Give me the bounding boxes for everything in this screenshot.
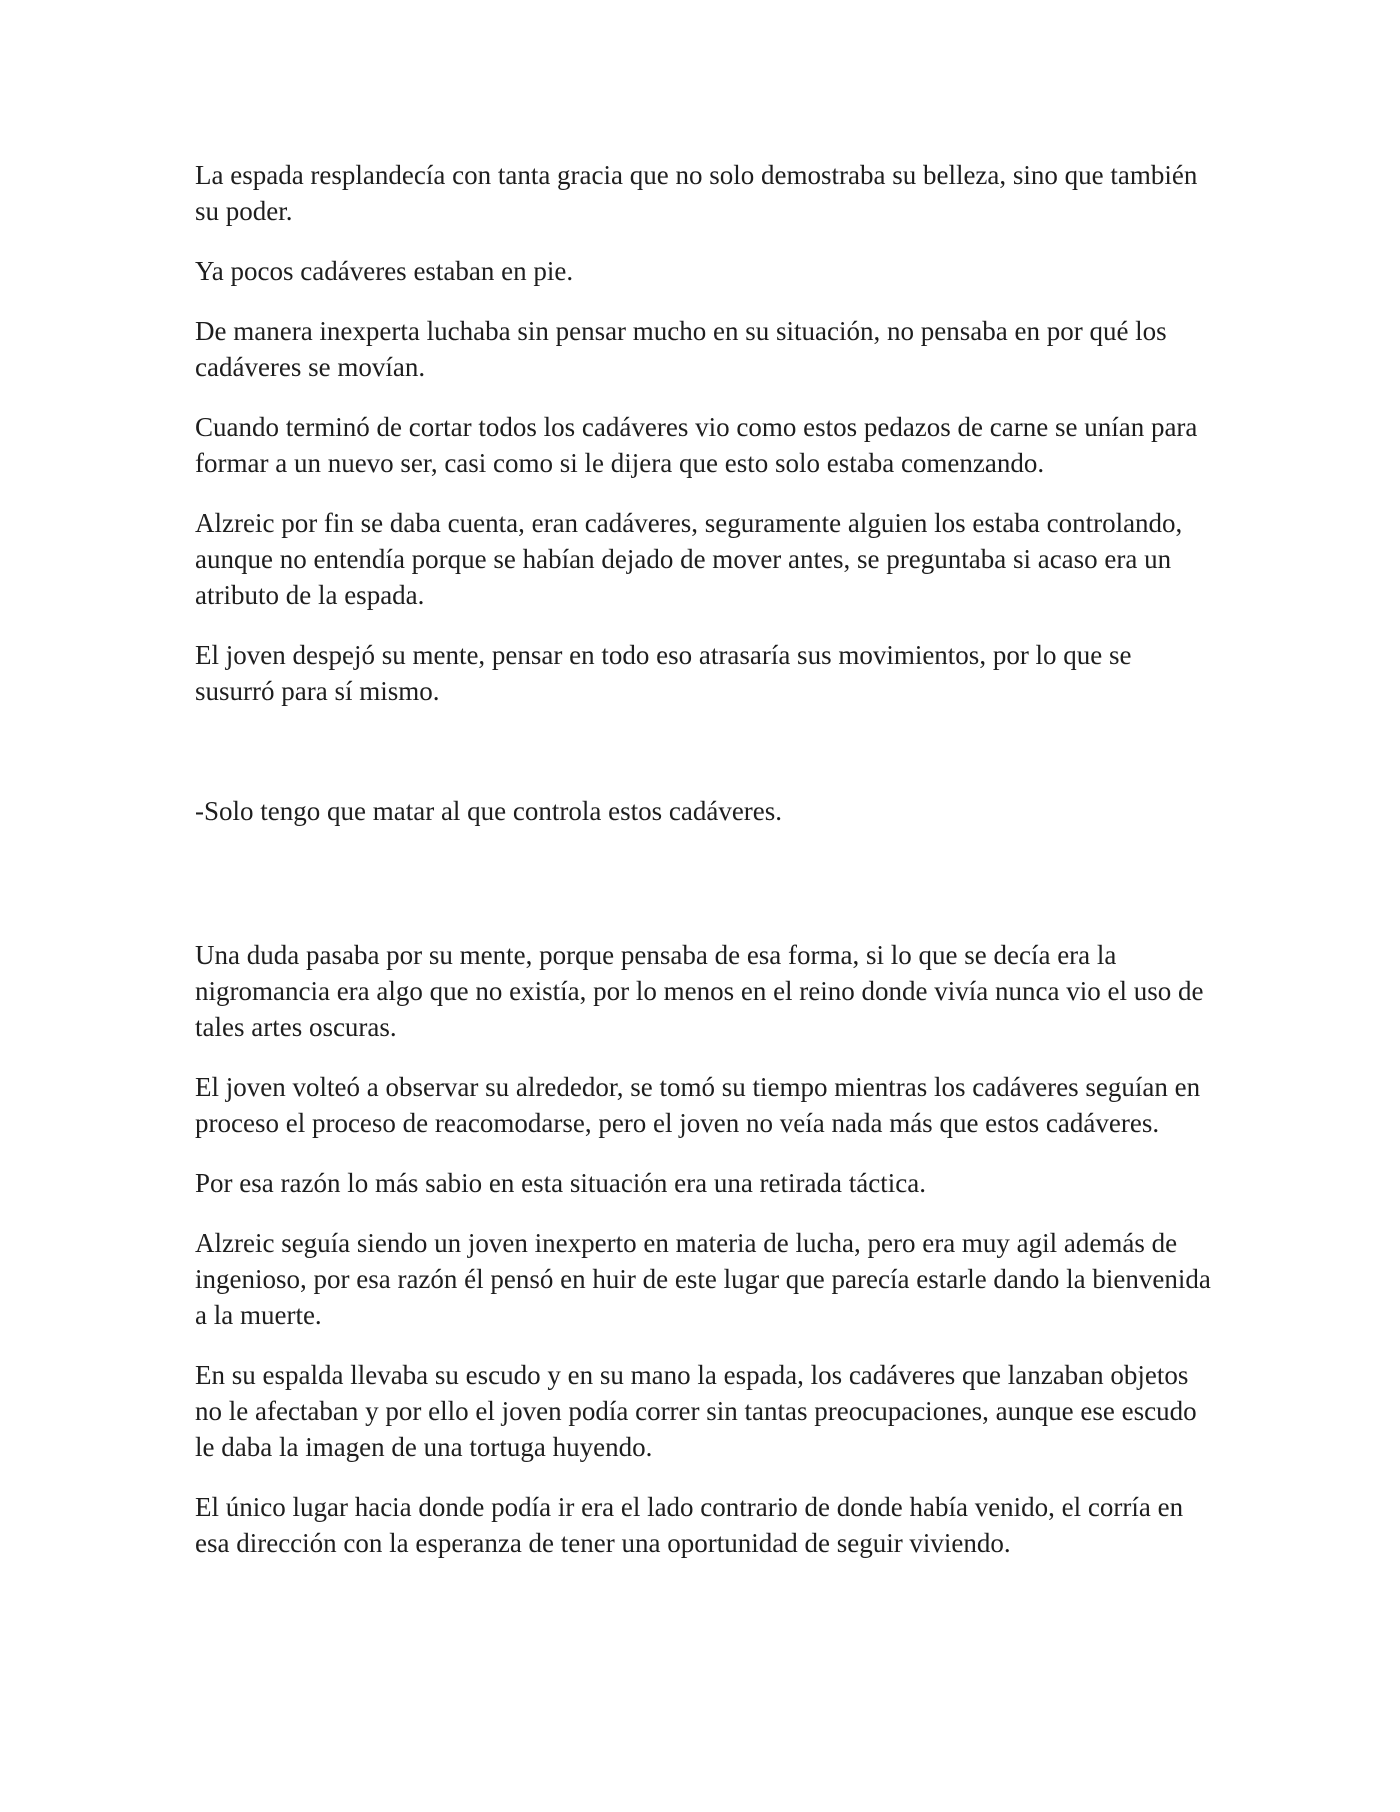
- paragraph: Alzreic seguía siendo un joven inexperto en materia de lucha, pero era muy agil además de ingenioso, por esa razón él pensó en huir de este lugar que parecía estarle dando la bienvenida a la muerte.: [195, 1228, 1211, 1330]
- paragraph: Una duda pasaba por su mente, porque pensaba de esa forma, si lo que se decía era la nigromancia era algo que no existía, por lo menos en el reino donde vivía nunca vio el uso de tales artes oscuras.: [195, 940, 1204, 1042]
- paragraph: Ya pocos cadáveres estaban en pie.: [195, 256, 574, 286]
- blank-space: [195, 733, 1215, 793]
- paragraph: De manera inexperta luchaba sin pensar mucho en su situación, no pensaba en por qué los cadáveres se movían.: [195, 316, 1167, 382]
- paragraph: El joven volteó a observar su alrededor, se tomó su tiempo mientras los cadáveres seguían en proceso el proceso de reacomodarse, pero el joven no veía nada más que estos cadáveres.: [195, 1072, 1201, 1138]
- paragraph: La espada resplandecía con tanta gracia que no solo demostraba su belleza, sino que también su poder.: [195, 160, 1198, 226]
- paragraph: Cuando terminó de cortar todos los cadáveres vio como estos pedazos de carne se unían para formar a un nuevo ser, casi como si le dijera que esto solo estaba comenzando.: [195, 412, 1198, 478]
- paragraph: El joven despejó su mente, pensar en todo eso atrasaría sus movimientos, por lo que se susurró para sí mismo.: [195, 640, 1132, 706]
- paragraph: El único lugar hacia donde podía ir era el lado contrario de donde había venido, el corría en esa dirección con la esperanza de tener una oportunidad de seguir viviendo.: [195, 1492, 1184, 1558]
- paragraph: Por esa razón lo más sabio en esta situación era una retirada táctica.: [195, 1168, 926, 1198]
- document-body: [195, 157, 1215, 1585]
- paragraph: Alzreic por fin se daba cuenta, eran cadáveres, seguramente alguien los estaba controlando, aunque no entendía porque se habían dejado de mover antes, se preguntaba si acaso era un atributo de la espada.: [195, 508, 1183, 610]
- paragraph: En su espalda llevaba su escudo y en su mano la espada, los cadáveres que lanzaban objetos no le afectaban y por ello el joven podía correr sin tantas preocupaciones, aunque ese escudo le daba la imagen de una tortuga huyendo.: [195, 1360, 1197, 1462]
- blank-space: [195, 853, 1215, 937]
- dialogue-line: -Solo tengo que matar al que controla estos cadáveres.: [195, 796, 783, 826]
